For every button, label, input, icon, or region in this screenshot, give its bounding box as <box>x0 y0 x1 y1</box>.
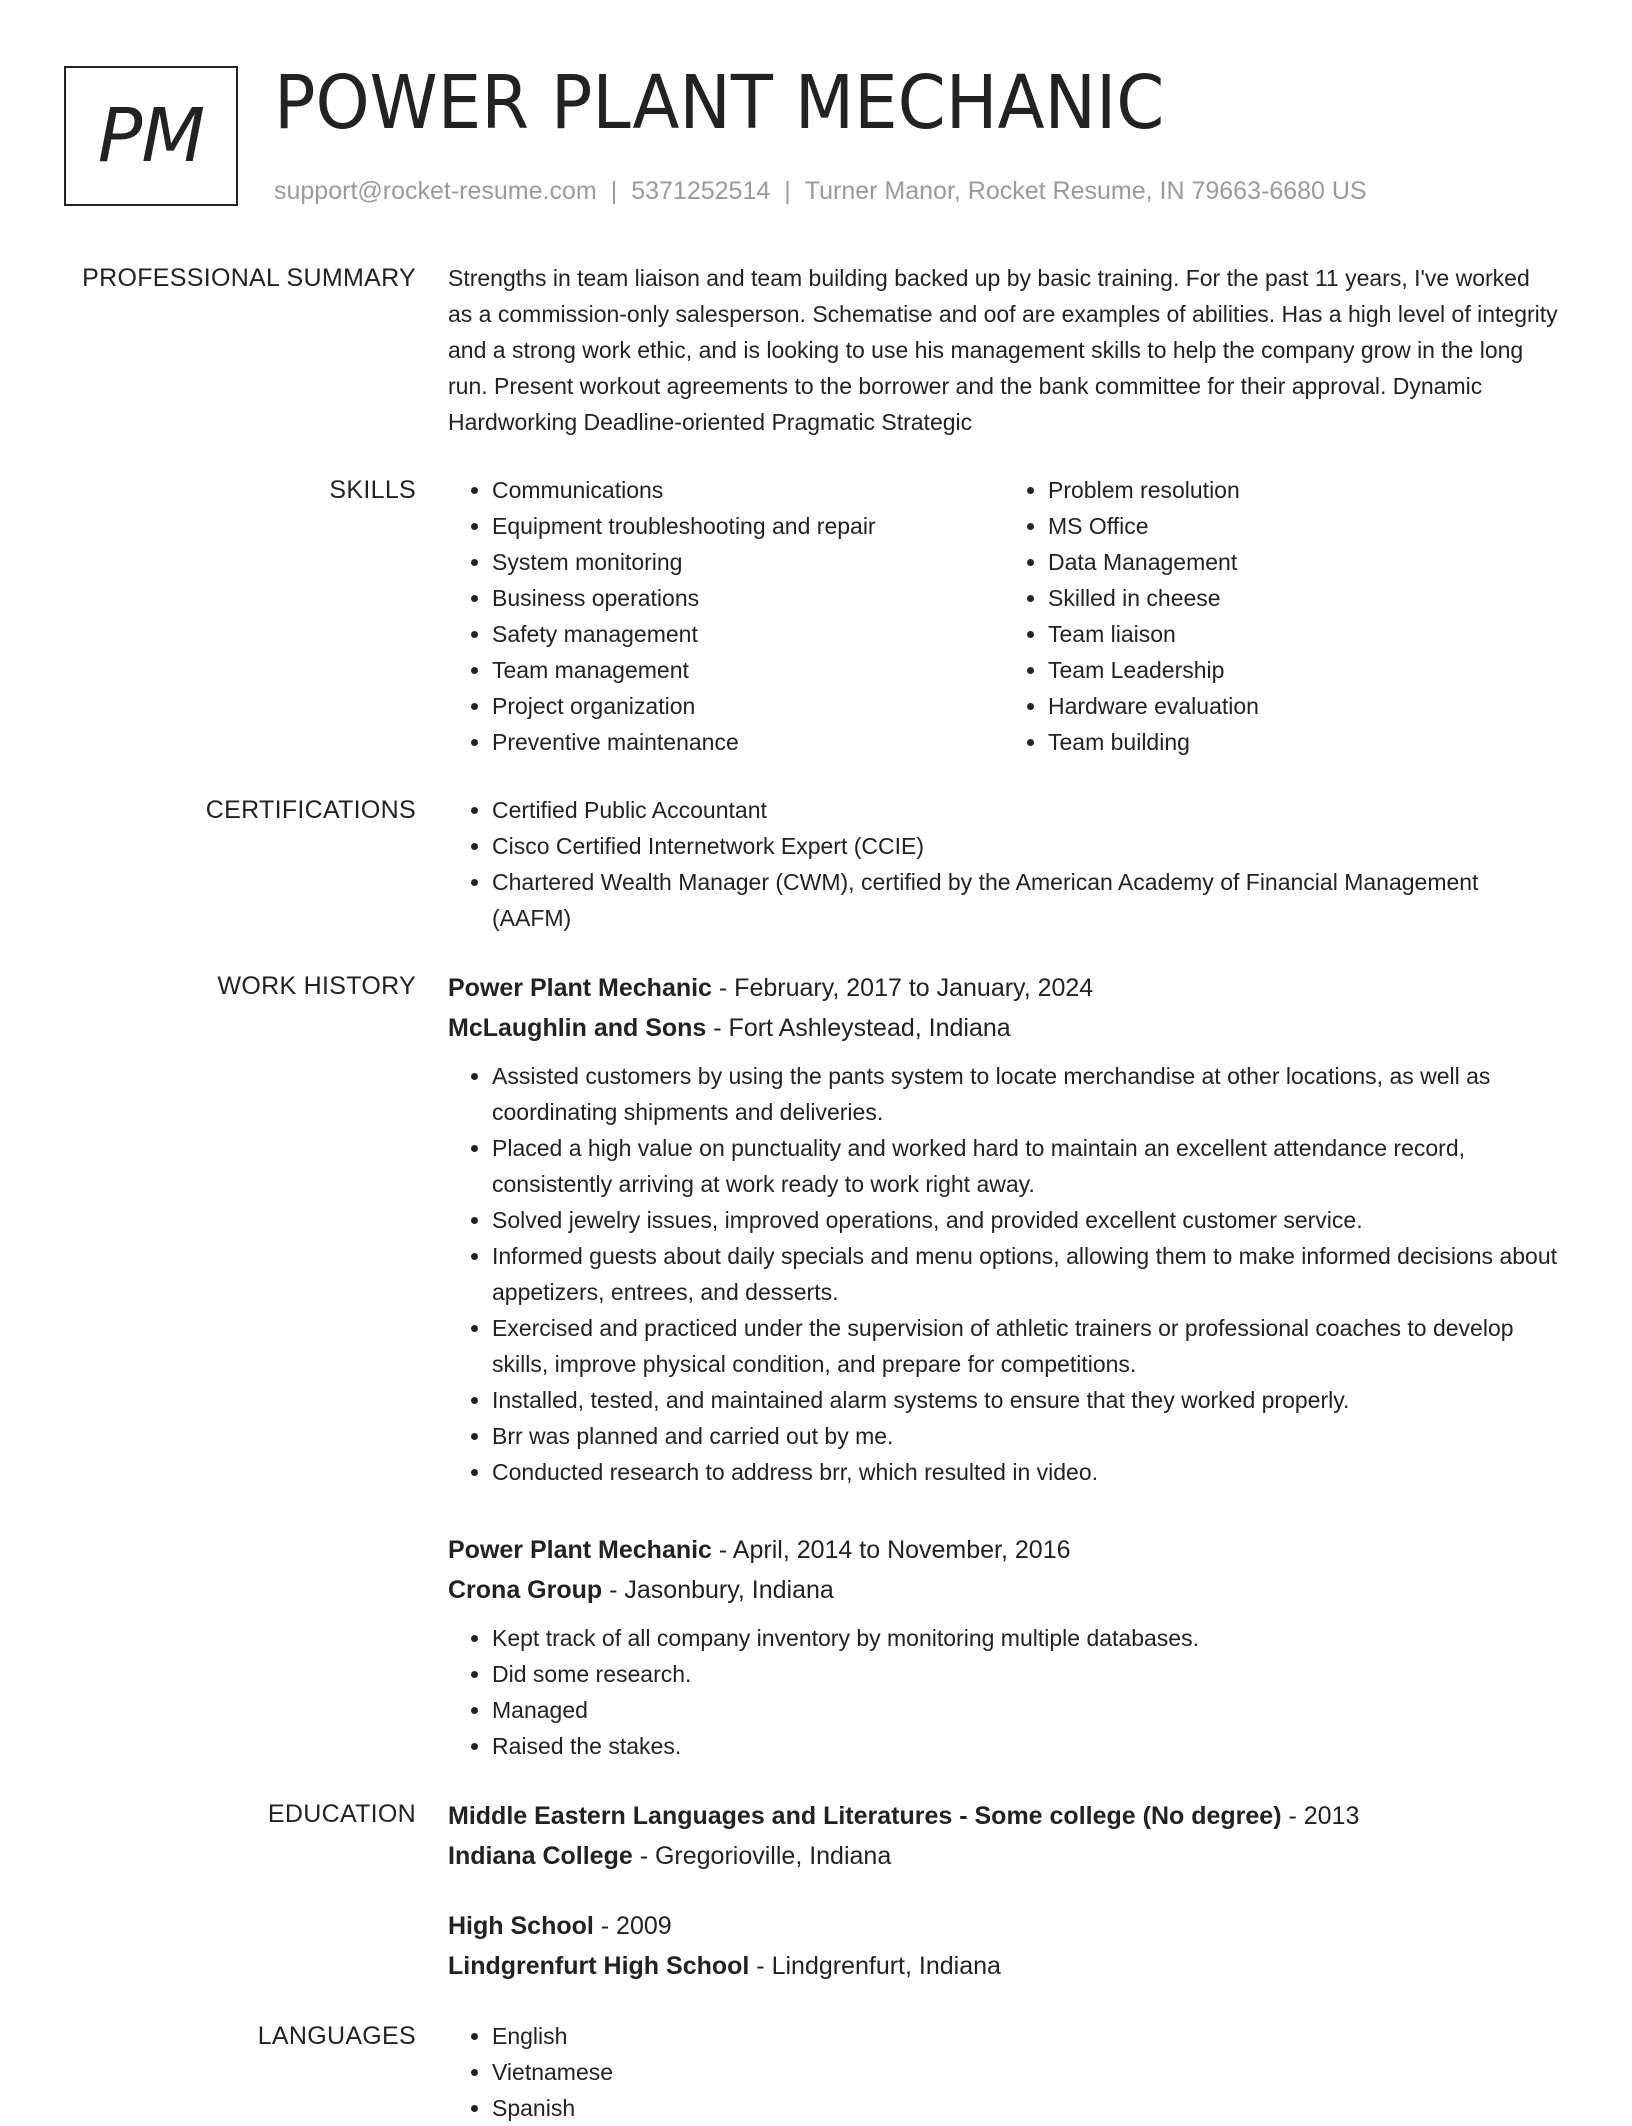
job-dates: - February, 2017 to January, 2024 <box>711 974 1094 1002</box>
skill-item: • Communications <box>492 472 1004 508</box>
education-year: - 2013 <box>1281 1802 1360 1830</box>
language-item: • Vietnamese <box>492 2054 1560 2090</box>
certifications-list <box>448 792 1560 936</box>
job-title: Power Plant Mechanic <box>448 1536 712 1564</box>
summary-text: Strengths in team liaison and team building backed up by basic training. For the past 11 years, I've worked as a commission-only salesperson. Schematise and oof are examples of abilities. Has a high level of integrity and a strong work ethic, and is looking to use his management skills to help the company grow in the long run. Present workout agreements to the borrower and the bank committee for their approval. Dynamic Hardworking Deadline-oriented Pragmatic Strategic <box>448 265 1558 435</box>
skill-item: • Safety management <box>492 616 1004 652</box>
job-entry <box>448 1530 1560 1764</box>
job-bullet: • Assisted customers by using the pants system to locate merchandise at other locations, as well as coordinating shipments and deliveries. <box>492 1058 1560 1130</box>
education-location: - Lindgrenfurt, Indiana <box>749 1952 1001 1980</box>
skills-section <box>0 472 1632 760</box>
languages-body <box>448 2018 1560 2126</box>
language-item: • Spanish <box>492 2090 1560 2126</box>
education-body <box>448 1796 1560 1986</box>
section-label: WORK HISTORY <box>217 972 416 1000</box>
job-company: Crona Group <box>448 1576 603 1604</box>
job-dates: - April, 2014 to November, 2016 <box>711 1536 1071 1564</box>
skill-item: • Team Leadership <box>1048 652 1560 688</box>
section-label: EDUCATION <box>267 1800 416 1828</box>
education-degree: Middle Eastern Languages and Literatures - Some college (No degree) <box>448 1802 1282 1830</box>
education-location: - Gregorioville, Indiana <box>632 1842 892 1870</box>
job-bullet: • Solved jewelry issues, improved operations, and provided excellent customer service. <box>492 1202 1560 1238</box>
section-label: CERTIFICATIONS <box>205 796 416 824</box>
candidate-name: POWER PLANT MECHANIC <box>274 60 1165 146</box>
job-bullet: • Brr was planned and carried out by me. <box>492 1418 1560 1454</box>
skill-item: • Hardware evaluation <box>1048 688 1560 724</box>
education-degree: High School <box>448 1912 594 1940</box>
skills-list-right <box>1004 472 1560 760</box>
certifications-section <box>0 792 1632 936</box>
resume-content <box>0 260 1632 2126</box>
languages-list <box>448 2018 1560 2126</box>
language-item: • English <box>492 2018 1560 2054</box>
education-degree-line <box>448 1796 1560 1836</box>
job-bullet: • Managed <box>492 1692 1560 1728</box>
skill-item: • Equipment troubleshooting and repair <box>492 508 1004 544</box>
skills-columns <box>448 472 1560 760</box>
contact-separator: | <box>784 177 791 205</box>
contact-address: Turner Manor, Rocket Resume, IN 79663-6680 US <box>804 177 1367 205</box>
education-entry <box>448 1796 1560 1876</box>
section-label: SKILLS <box>329 476 416 504</box>
summary-body <box>448 260 1560 440</box>
education-entry <box>448 1906 1560 1986</box>
job-bullet: • Did some research. <box>492 1656 1560 1692</box>
contact-phone: 5371252514 <box>631 177 771 205</box>
job-bullet: • Conducted research to address brr, which resulted in video. <box>492 1454 1560 1490</box>
skill-item: • Team building <box>1048 724 1560 760</box>
work-history-body <box>448 968 1560 1764</box>
skill-item: • MS Office <box>1048 508 1560 544</box>
job-bullet: • Placed a high value on punctuality and worked hard to maintain an excellent attendance record, consistently arriving at work ready to work right away. <box>492 1130 1560 1202</box>
skill-item: • Project organization <box>492 688 1004 724</box>
job-company: McLaughlin and Sons <box>448 1014 707 1042</box>
skills-list-left <box>448 472 1004 760</box>
education-year: - 2009 <box>593 1912 672 1940</box>
certification-item: • Chartered Wealth Manager (CWM), certified by the American Academy of Financial Management (AAFM) <box>492 864 1560 936</box>
skill-item: • Business operations <box>492 580 1004 616</box>
education-section <box>0 1796 1632 1986</box>
job-title-line <box>448 1530 1560 1570</box>
job-title-line <box>448 968 1560 1008</box>
contact-line <box>274 174 1367 208</box>
job-bullet: • Informed guests about daily specials and menu options, allowing them to make informed decisions about appetizers, entrees, and desserts. <box>492 1238 1560 1310</box>
skill-item: • Team management <box>492 652 1004 688</box>
section-label: LANGUAGES <box>257 2022 416 2050</box>
education-degree-line <box>448 1906 1560 1946</box>
education-school: Indiana College <box>448 1842 633 1870</box>
job-title: Power Plant Mechanic <box>448 974 712 1002</box>
job-bullet: • Installed, tested, and maintained alarm systems to ensure that they worked properly. <box>492 1382 1560 1418</box>
contact-email: support@rocket-resume.com <box>274 177 597 205</box>
job-bullet: • Kept track of all company inventory by monitoring multiple databases. <box>492 1620 1560 1656</box>
skill-item: • System monitoring <box>492 544 1004 580</box>
monogram-box: PM <box>64 66 238 206</box>
skill-item: • Team liaison <box>1048 616 1560 652</box>
job-location: - Jasonbury, Indiana <box>602 1576 834 1604</box>
summary-section <box>0 260 1632 440</box>
skill-item: • Problem resolution <box>1048 472 1560 508</box>
job-bullets <box>448 1058 1560 1490</box>
job-bullet: • Raised the stakes. <box>492 1728 1560 1764</box>
skill-item: • Data Management <box>1048 544 1560 580</box>
job-bullet: • Exercised and practiced under the supervision of athletic trainers or professional coaches to develop skills, improve physical condition, and prepare for competitions. <box>492 1310 1560 1382</box>
job-company-line <box>448 1008 1560 1048</box>
skill-item: • Preventive maintenance <box>492 724 1004 760</box>
job-entry <box>448 968 1560 1490</box>
job-company-line <box>448 1570 1560 1610</box>
certification-item: • Cisco Certified Internetwork Expert (CCIE) <box>492 828 1560 864</box>
section-label: PROFESSIONAL SUMMARY <box>82 264 416 292</box>
languages-section <box>0 2018 1632 2126</box>
certification-item: • Certified Public Accountant <box>492 792 1560 828</box>
contact-separator: | <box>610 177 618 205</box>
education-school-line <box>448 1836 1560 1876</box>
job-location: - Fort Ashleystead, Indiana <box>706 1014 1011 1042</box>
education-school: Lindgrenfurt High School <box>448 1952 750 1980</box>
education-school-line <box>448 1946 1560 1986</box>
skill-item: • Skilled in cheese <box>1048 580 1560 616</box>
work-history-section <box>0 968 1632 1764</box>
certifications-body <box>448 792 1560 936</box>
job-bullets <box>448 1620 1560 1764</box>
